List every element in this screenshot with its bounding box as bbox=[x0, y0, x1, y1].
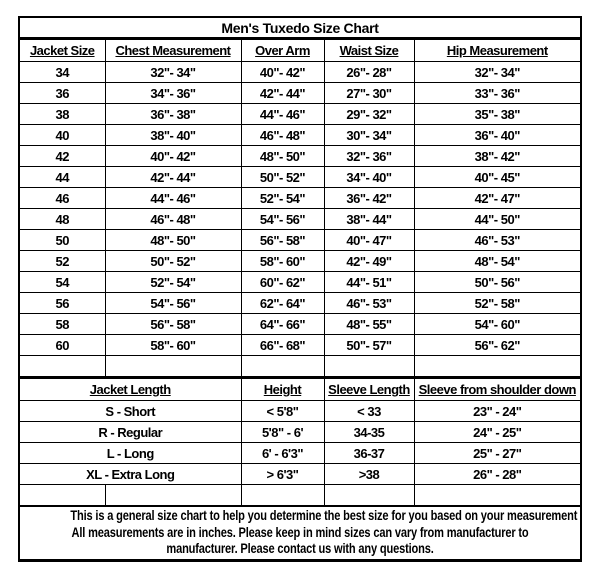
size-table-cell: 32"- 34" bbox=[414, 62, 581, 83]
empty-cell bbox=[19, 485, 105, 507]
size-table-cell: 64"- 66" bbox=[241, 314, 324, 335]
size-table-cell: 50"- 52" bbox=[241, 167, 324, 188]
size-table-cell: 40"- 42" bbox=[105, 146, 241, 167]
chart-title: Men's Tuxedo Size Chart bbox=[19, 17, 581, 39]
empty-cell bbox=[105, 356, 241, 378]
size-table-cell: 27"- 30" bbox=[324, 83, 414, 104]
size-table-row bbox=[19, 104, 581, 125]
size-table-cell: 40"- 47" bbox=[324, 230, 414, 251]
length-table-cell: 24" - 25" bbox=[414, 422, 581, 443]
size-table-cell: 66"- 68" bbox=[241, 335, 324, 356]
size-table-cell: 50"- 57" bbox=[324, 335, 414, 356]
footer-note-line-3: manufacturer. Please contact us with any questions. bbox=[166, 541, 434, 557]
size-table-cell: 46"- 53" bbox=[324, 293, 414, 314]
footer-note-row bbox=[19, 506, 581, 561]
length-table-cell: 26" - 28" bbox=[414, 464, 581, 485]
footer-note-line-2: All measurements are in inches. Please keep in mind sizes can vary from manufacturer to bbox=[71, 524, 529, 540]
size-table-row bbox=[19, 230, 581, 251]
size-table-cell: 60"- 62" bbox=[241, 272, 324, 293]
size-table-row bbox=[19, 125, 581, 146]
size-table-cell: 34 bbox=[19, 62, 105, 83]
length-table-cell: 34-35 bbox=[324, 422, 414, 443]
length-table-cell: 6' - 6'3" bbox=[241, 443, 324, 464]
size-table-cell: 54"- 56" bbox=[241, 209, 324, 230]
size-table-cell: 48"- 50" bbox=[105, 230, 241, 251]
size-table-row bbox=[19, 83, 581, 104]
size-table-cell: 32"- 34" bbox=[105, 62, 241, 83]
chart-title-row bbox=[19, 17, 581, 39]
footer-note bbox=[19, 506, 581, 561]
size-table-cell: 58"- 60" bbox=[105, 335, 241, 356]
size-table-cell: 52 bbox=[19, 251, 105, 272]
size-table-cell: 46"- 48" bbox=[105, 209, 241, 230]
size-table-cell: 56 bbox=[19, 293, 105, 314]
size-table-cell: 50"- 56" bbox=[414, 272, 581, 293]
size-table-cell: 40 bbox=[19, 125, 105, 146]
empty-spacer-row bbox=[19, 485, 581, 507]
size-table-cell: 36"- 40" bbox=[414, 125, 581, 146]
tuxedo-size-chart-table bbox=[18, 16, 582, 562]
column-header-over-arm: Over Arm bbox=[241, 39, 324, 62]
size-table-cell: 48"- 55" bbox=[324, 314, 414, 335]
size-table-row bbox=[19, 335, 581, 356]
size-table-cell: 38"- 40" bbox=[105, 125, 241, 146]
size-table-cell: 56"- 62" bbox=[414, 335, 581, 356]
length-table-head bbox=[19, 378, 581, 401]
size-table-cell: 60 bbox=[19, 335, 105, 356]
size-table-cell: 48"- 54" bbox=[414, 251, 581, 272]
size-table-cell: 34"- 36" bbox=[105, 83, 241, 104]
size-table-cell: 54 bbox=[19, 272, 105, 293]
size-table-cell: 44"- 46" bbox=[105, 188, 241, 209]
size-table-row bbox=[19, 314, 581, 335]
size-table-cell: 38"- 42" bbox=[414, 146, 581, 167]
column-header-waist-size: Waist Size bbox=[324, 39, 414, 62]
size-table-cell: 46"- 48" bbox=[241, 125, 324, 146]
size-table-cell: 50 bbox=[19, 230, 105, 251]
size-table-row bbox=[19, 251, 581, 272]
size-table-cell: 46"- 53" bbox=[414, 230, 581, 251]
size-table-header-row bbox=[19, 39, 581, 62]
size-table-cell: 32"- 36" bbox=[324, 146, 414, 167]
size-table-cell: 44 bbox=[19, 167, 105, 188]
column-header-hip-measurement: Hip Measurement bbox=[414, 39, 581, 62]
size-table-cell: 36"- 38" bbox=[105, 104, 241, 125]
column-header-jacket-length: Jacket Length bbox=[19, 378, 241, 401]
size-table-cell: 33"- 36" bbox=[414, 83, 581, 104]
size-table-cell: 42"- 44" bbox=[241, 83, 324, 104]
length-table-body bbox=[19, 401, 581, 485]
size-table-row bbox=[19, 272, 581, 293]
length-table-cell: L - Long bbox=[19, 443, 241, 464]
size-table-row bbox=[19, 146, 581, 167]
size-table-cell: 42 bbox=[19, 146, 105, 167]
size-table-row bbox=[19, 293, 581, 314]
size-table-cell: 52"- 54" bbox=[241, 188, 324, 209]
length-table-cell: R - Regular bbox=[19, 422, 241, 443]
size-table-cell: 54"- 56" bbox=[105, 293, 241, 314]
size-table-cell: 35"- 38" bbox=[414, 104, 581, 125]
empty-spacer-row bbox=[19, 356, 581, 378]
size-table-cell: 54"- 60" bbox=[414, 314, 581, 335]
size-table-row bbox=[19, 209, 581, 230]
column-header-height: Height bbox=[241, 378, 324, 401]
empty-cell bbox=[19, 356, 105, 378]
column-header-sleeve-length: Sleeve Length bbox=[324, 378, 414, 401]
size-table-cell: 58 bbox=[19, 314, 105, 335]
length-table-cell: >38 bbox=[324, 464, 414, 485]
empty-cell bbox=[414, 485, 581, 507]
size-table-cell: 42"- 49" bbox=[324, 251, 414, 272]
size-table-row bbox=[19, 188, 581, 209]
size-table-cell: 48 bbox=[19, 209, 105, 230]
empty-cell bbox=[324, 356, 414, 378]
length-table-cell: 23" - 24" bbox=[414, 401, 581, 422]
length-table-row bbox=[19, 422, 581, 443]
footer-note-line-1: This is a general size chart to help you determine the best size for you based on your measurement bbox=[70, 508, 578, 524]
length-table-row bbox=[19, 443, 581, 464]
size-table-cell: 42"- 44" bbox=[105, 167, 241, 188]
size-table-cell: 36 bbox=[19, 83, 105, 104]
length-table-cell: > 6'3" bbox=[241, 464, 324, 485]
length-table-cell: < 33 bbox=[324, 401, 414, 422]
size-table-cell: 38"- 44" bbox=[324, 209, 414, 230]
size-table-body bbox=[19, 62, 581, 356]
empty-cell bbox=[105, 485, 241, 507]
column-header-chest-measurement: Chest Measurement bbox=[105, 39, 241, 62]
size-table-cell: 38 bbox=[19, 104, 105, 125]
length-table-row bbox=[19, 401, 581, 422]
size-table-row bbox=[19, 62, 581, 83]
section-gap bbox=[19, 356, 581, 378]
size-table-cell: 56"- 58" bbox=[105, 314, 241, 335]
size-table-cell: 36"- 42" bbox=[324, 188, 414, 209]
footer-section bbox=[19, 506, 581, 561]
length-table-cell: XL - Extra Long bbox=[19, 464, 241, 485]
size-table-cell: 29"- 32" bbox=[324, 104, 414, 125]
size-table-cell: 42"- 47" bbox=[414, 188, 581, 209]
length-table-row bbox=[19, 464, 581, 485]
size-table-cell: 40"- 42" bbox=[241, 62, 324, 83]
size-table-cell: 46 bbox=[19, 188, 105, 209]
size-table-cell: 50"- 52" bbox=[105, 251, 241, 272]
length-table-cell: 36-37 bbox=[324, 443, 414, 464]
length-table-cell: 25" - 27" bbox=[414, 443, 581, 464]
size-table-cell: 62"- 64" bbox=[241, 293, 324, 314]
size-table-cell: 58"- 60" bbox=[241, 251, 324, 272]
empty-cell bbox=[241, 485, 324, 507]
size-table-cell: 44"- 50" bbox=[414, 209, 581, 230]
empty-cell bbox=[241, 356, 324, 378]
size-table-cell: 34"- 40" bbox=[324, 167, 414, 188]
column-header-sleeve-from-shoulder: Sleeve from shoulder down bbox=[414, 378, 581, 401]
empty-cell bbox=[414, 356, 581, 378]
size-table-cell: 30"- 34" bbox=[324, 125, 414, 146]
length-table-cell: S - Short bbox=[19, 401, 241, 422]
size-table-cell: 26"- 28" bbox=[324, 62, 414, 83]
size-table-cell: 52"- 58" bbox=[414, 293, 581, 314]
column-header-jacket-size: Jacket Size bbox=[19, 39, 105, 62]
empty-cell bbox=[324, 485, 414, 507]
size-table-cell: 56"- 58" bbox=[241, 230, 324, 251]
size-table-cell: 48"- 50" bbox=[241, 146, 324, 167]
length-table-header-row bbox=[19, 378, 581, 401]
footer-gap bbox=[19, 485, 581, 507]
size-table-head bbox=[19, 17, 581, 62]
size-table-cell: 44"- 51" bbox=[324, 272, 414, 293]
size-table-cell: 40"- 45" bbox=[414, 167, 581, 188]
length-table-cell: < 5'8" bbox=[241, 401, 324, 422]
size-table-row bbox=[19, 167, 581, 188]
length-table-cell: 5'8" - 6' bbox=[241, 422, 324, 443]
size-table-cell: 44"- 46" bbox=[241, 104, 324, 125]
size-table-cell: 52"- 54" bbox=[105, 272, 241, 293]
